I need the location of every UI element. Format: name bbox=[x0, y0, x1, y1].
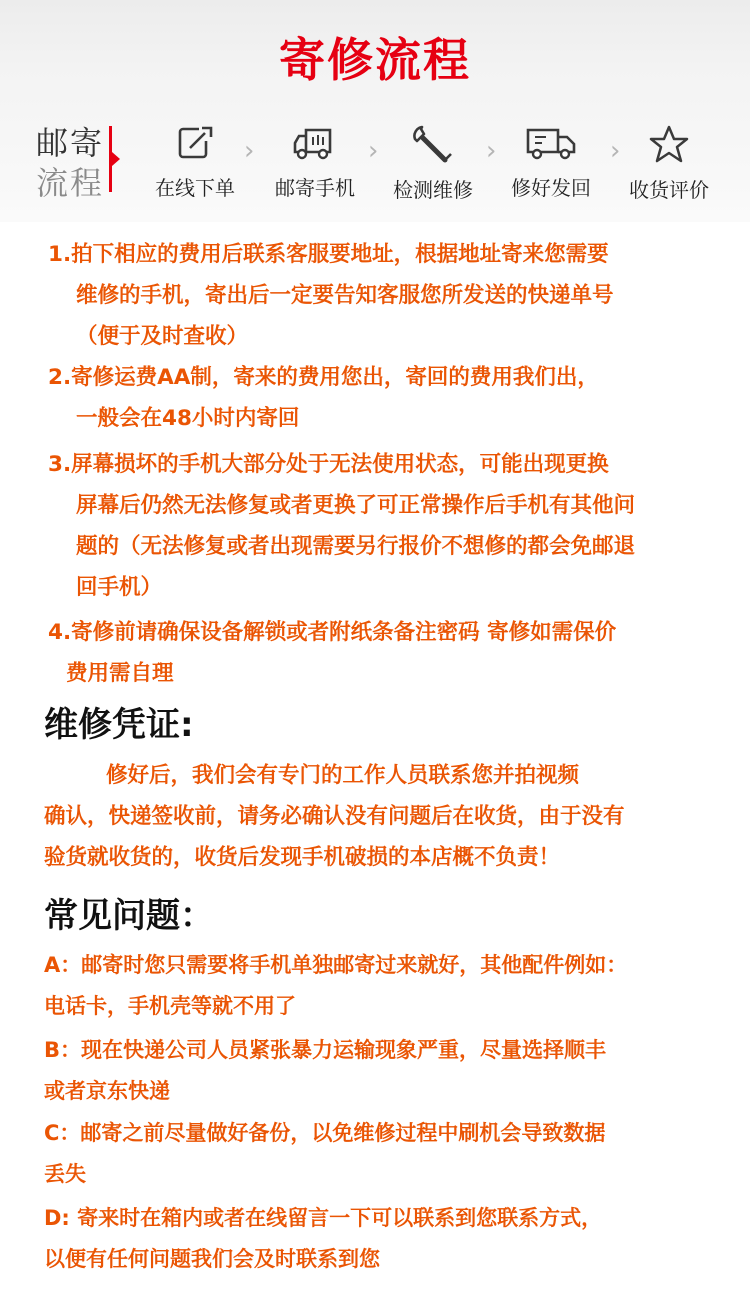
page-title: 寄修流程 bbox=[279, 33, 471, 87]
chevron-right-icon: › bbox=[368, 136, 379, 166]
voucher-text: 修好后，我们会有专门的工作人员联系您并拍视频 确认，快递签收前，请务必确认没有问题后在收货，由于没有 验货就收货的，收货后发现手机破损的本店概不负责！ bbox=[44, 763, 625, 870]
step-mail-phone bbox=[260, 124, 370, 201]
truck-icon bbox=[292, 124, 338, 162]
side-label-mail: 邮寄 bbox=[36, 124, 105, 162]
step-label: 在线下单 bbox=[155, 176, 235, 200]
side-label-process: 流程 bbox=[36, 164, 105, 202]
faq-item-a: A：邮寄时您只需要将手机单独邮寄过来就好，其他配件例如： 电话卡，手机壳等就不用了 bbox=[44, 953, 628, 1018]
process-item-1: 1.拍下相应的费用后联系客服要地址，根据地址寄来您需要 维修的手机，寄出后一定要告知客服您所发送的快递单号 （便于及时查收） bbox=[48, 242, 614, 349]
wrench-icon bbox=[411, 124, 455, 164]
faq-item-d: D: 寄来时在箱内或者在线留言一下可以联系到您联系方式， 以便有任何问题我们会及时联系到您 bbox=[44, 1206, 603, 1271]
faq-heading: 常见问题： bbox=[44, 896, 214, 936]
faq-item-b: B：现在快递公司人员紧张暴力运输现象严重，尽量选择顺丰 或者京东快递 bbox=[44, 1038, 607, 1103]
step-order-online bbox=[140, 124, 250, 201]
delivery-truck-icon bbox=[524, 124, 578, 162]
step-ship-back bbox=[496, 124, 606, 201]
order-edit-icon bbox=[175, 124, 215, 162]
process-item-4: 4.寄修前请确保设备解锁或者附纸条备注密码 寄修如需保价 费用需自理 bbox=[48, 620, 617, 686]
step-label: 检测维修 bbox=[393, 178, 473, 202]
process-item-2: 2.寄修运费AA制，寄来的费用您出，寄回的费用我们出， 一般会在48小时内寄回 bbox=[48, 365, 599, 431]
chevron-right-icon: › bbox=[244, 136, 255, 166]
star-icon bbox=[648, 124, 690, 164]
chevron-right-icon: › bbox=[486, 136, 497, 166]
step-label: 修好发回 bbox=[511, 176, 591, 200]
process-item-3: 3.屏幕损坏的手机大部分处于无法使用状态，可能出现更换 屏幕后仍然无法修复或者更换了可正常操作后手机有其他问 题的（无法修复或者出现需要另行报价不想修的都会免邮退 回手机） bbox=[48, 452, 636, 600]
step-label: 邮寄手机 bbox=[275, 176, 355, 200]
faq-item-c: C：邮寄之前尽量做好备份，以免维修过程中刷机会导致数据 丢失 bbox=[44, 1121, 606, 1186]
voucher-heading: 维修凭证: bbox=[44, 705, 194, 745]
red-pointer bbox=[112, 152, 120, 166]
step-label: 收货评价 bbox=[629, 178, 709, 202]
step-receive-review bbox=[614, 124, 724, 203]
step-inspect-repair bbox=[378, 124, 488, 203]
chevron-right-icon: › bbox=[610, 136, 621, 166]
